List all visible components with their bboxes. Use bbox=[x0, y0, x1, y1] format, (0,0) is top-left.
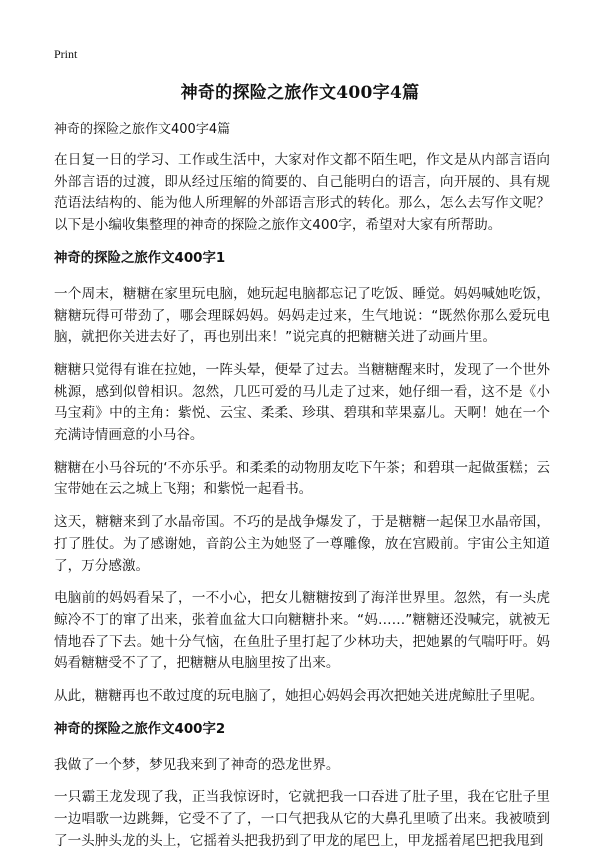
intro-paragraph: 在日复一日的学习、工作或生活中，大家对作文都不陌生吧，作文是从内部言语向外部言语的过渡，即从经过压缩的简要的、自己能明白的语言，向开展的、具有规范语法结构的、能为他人所理解的外部语言形式的转化。那么，怎么去写作文呢？以下是小编收集整理的神奇的探险之旅作文400字，希望对大家有所帮助。 bbox=[54, 152, 550, 234]
section-1-paragraph: 这天，糖糖来到了水晶帝国。不巧的是战争爆发了，于是糖糖一起保卫水晶帝国，打了胜仗。为了感谢她，音韵公主为她竖了一尊雕像，放在宫殿前。宇宙公主知道了，万分感激。 bbox=[54, 514, 550, 574]
section-2-paragraph: 我做了一个梦，梦见我来到了神奇的恐龙世界。 bbox=[54, 756, 340, 773]
section-1-paragraph: 电脑前的妈妈看呆了，一不小心，把女儿糖糖按到了海洋世界里。忽然，有一头虎鲸冷不丁的窜了出来，张着血盆大口向糖糖扑来。“妈……”糖糖还没喊完，就被无情地吞了下去。她十分气恼，在鱼肚子里打起了少林功夫，把她累的气喘吁吁。妈妈看糖糖受不了了，把糖糖从电脑里按了出来。 bbox=[54, 590, 550, 672]
section-1-paragraph: 糖糖只觉得有谁在拉她，一阵头晕，便晕了过去。当糖糖醒来时，发现了一个世外桃源，感到似曾相识。忽然，几匹可爱的马儿走了过来，她仔细一看，这不是《小马宝莉》中的主角：紫悦、云宝、柔柔、珍琪、碧琪和苹果嘉儿。天啊！她在一个充满诗情画意的小马谷。 bbox=[54, 361, 550, 444]
section-2-paragraph: 一只霸王龙发现了我，正当我惊讶时，它就把我一口吞进了肚子里，我在它肚子里一边唱歌一边跳舞，它受不了了，一口气把我从它的大鼻孔里喷了出来。我被喷到了一头肿头龙的头上，它摇着头把我扔到了甲龙的尾巴上，甲龙摇着尾巴把我甩到 bbox=[54, 789, 550, 849]
article-body bbox=[54, 119, 550, 864]
print-link[interactable]: Print bbox=[54, 47, 78, 61]
section-1-paragraph: 糖糖在小马谷玩的‘不亦乐乎。和柔柔的动物朋友吃下午茶；和碧琪一起做蛋糕；云宝带她在云之城上飞翔；和紫悦一起看书。 bbox=[54, 459, 550, 498]
article-subtitle: 神奇的探险之旅作文400字4篇 bbox=[54, 122, 231, 137]
section-1-paragraph: 一个周末，糖糖在家里玩电脑，她玩起电脑都忘记了吃饭、睡觉。妈妈喊她吃饭，糖糖玩得可带劲了，哪会理睬妈妈。妈妈走过来，生气地说：“既然你那么爱玩电脑，就把你关进去好了，再也别出来！”说完真的把糖糖关进了动画片里。 bbox=[54, 285, 550, 346]
section-heading-2: 神奇的探险之旅作文400字2 bbox=[54, 721, 226, 737]
section-heading-1: 神奇的探险之旅作文400字1 bbox=[54, 250, 226, 266]
section-1-paragraph: 从此，糖糖再也不敢过度的玩电脑了，她担心妈妈会再次把她关进虎鲸肚子里呢。 bbox=[54, 688, 544, 705]
page-title: 神奇的探险之旅作文400字4篇 bbox=[180, 83, 420, 103]
